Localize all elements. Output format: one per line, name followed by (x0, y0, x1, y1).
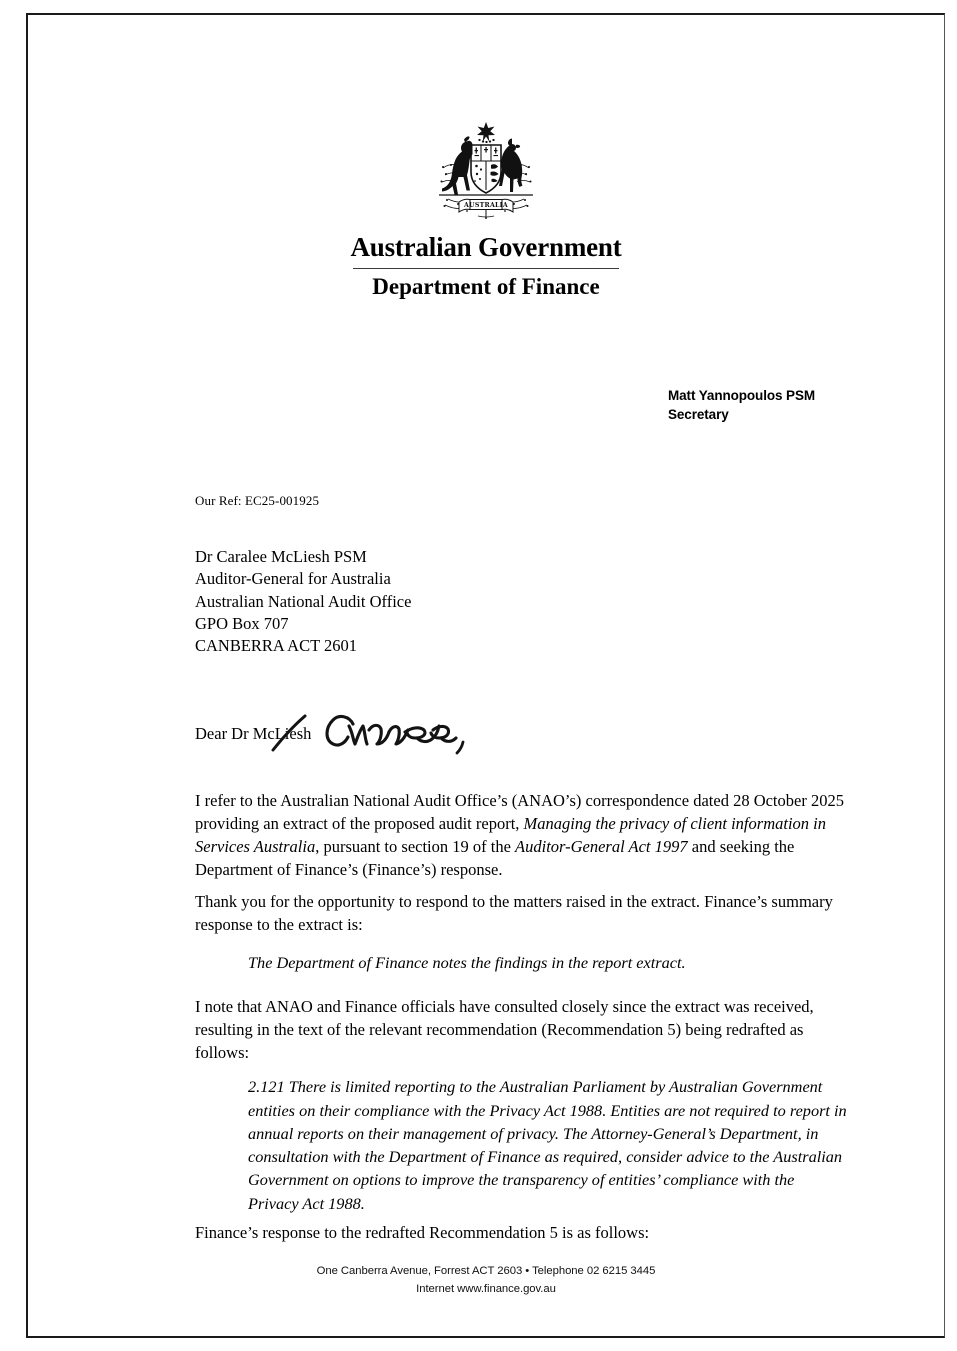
sender-block (668, 386, 815, 424)
salutation-printed: Dear Dr McLiesh (195, 724, 312, 743)
recipient-address-block (195, 546, 411, 657)
footer-internet-line: Internet www.finance.gov.au (416, 1283, 556, 1296)
paragraph-1 (195, 789, 860, 881)
salutation-row (195, 724, 875, 758)
paragraph-1-part-1: I refer to the Australian National Audit Office’s (ANAO’s) correspondence dated 28 October 2025 providing an extract of the proposed audit report, (195, 790, 844, 833)
sender-name: Matt Yannopoulos PSM (668, 388, 816, 403)
recipient-line: Auditor-General for Australia (195, 569, 391, 589)
government-title: Australian Government (350, 232, 622, 262)
paragraph-1-part-3: and seeking the Department of Finance’s (Finance’s) response. (195, 836, 795, 879)
letterhead-divider (353, 268, 619, 269)
sender-position: Secretary (668, 407, 729, 423)
paragraph-3: I note that ANAO and Finance officials have consulted closely since the extract was received, resulting in the text of the relevant recommendation (Recommendation 5) being redrafted as follows: (195, 996, 814, 1062)
page-footer (28, 1262, 944, 1299)
letter-page (26, 13, 945, 1338)
paragraph-4: Finance’s response to the redrafted Recommendation 5 is as follows: (195, 1222, 650, 1242)
quote-block-recommendation-5: 2.121 There is limited reporting to the Australian Parliament by Australian Government entities on their compliance with the Privacy Act 1988. Entities are not required to report in annual reports on their management of privacy. The Attorney-General’s Department, in consultation with the Department of Finance as required, consider advice to the Australian Government on options to improve the transparency of entities’ compliance with the Privacy Act 1988. (248, 1077, 847, 1213)
australian-coat-of-arms-icon (428, 120, 544, 224)
department-title: Department of Finance (372, 274, 600, 300)
footer-address-line: One Canberra Avenue, Forrest ACT 2603 • Telephone 02 6215 3445 (316, 1265, 656, 1277)
recipient-line: GPO Box 707 (195, 613, 289, 633)
our-reference: Our Ref: EC25-001925 (195, 493, 320, 508)
paragraph-2: Thank you for the opportunity to respond to the matters raised in the extract. Finance’s summary response to the extract is: (195, 891, 833, 934)
report-title: Managing the privacy of client information in Services Australia (195, 813, 826, 856)
letterhead (28, 120, 944, 301)
paragraph-1-part-2: , pursuant to section 19 of the (315, 836, 516, 856)
act-title: Auditor-General Act 1997 (515, 836, 688, 856)
recipient-line: Australian National Audit Office (195, 591, 412, 611)
recipient-line: Dr Caralee McLiesh PSM (195, 547, 367, 566)
recipient-line: CANBERRA ACT 2601 (195, 636, 357, 656)
quote-block-summary-response: The Department of Finance notes the findings in the report extract. (248, 953, 686, 973)
svg-text:AUSTRALIA: AUSTRALIA (464, 202, 508, 209)
